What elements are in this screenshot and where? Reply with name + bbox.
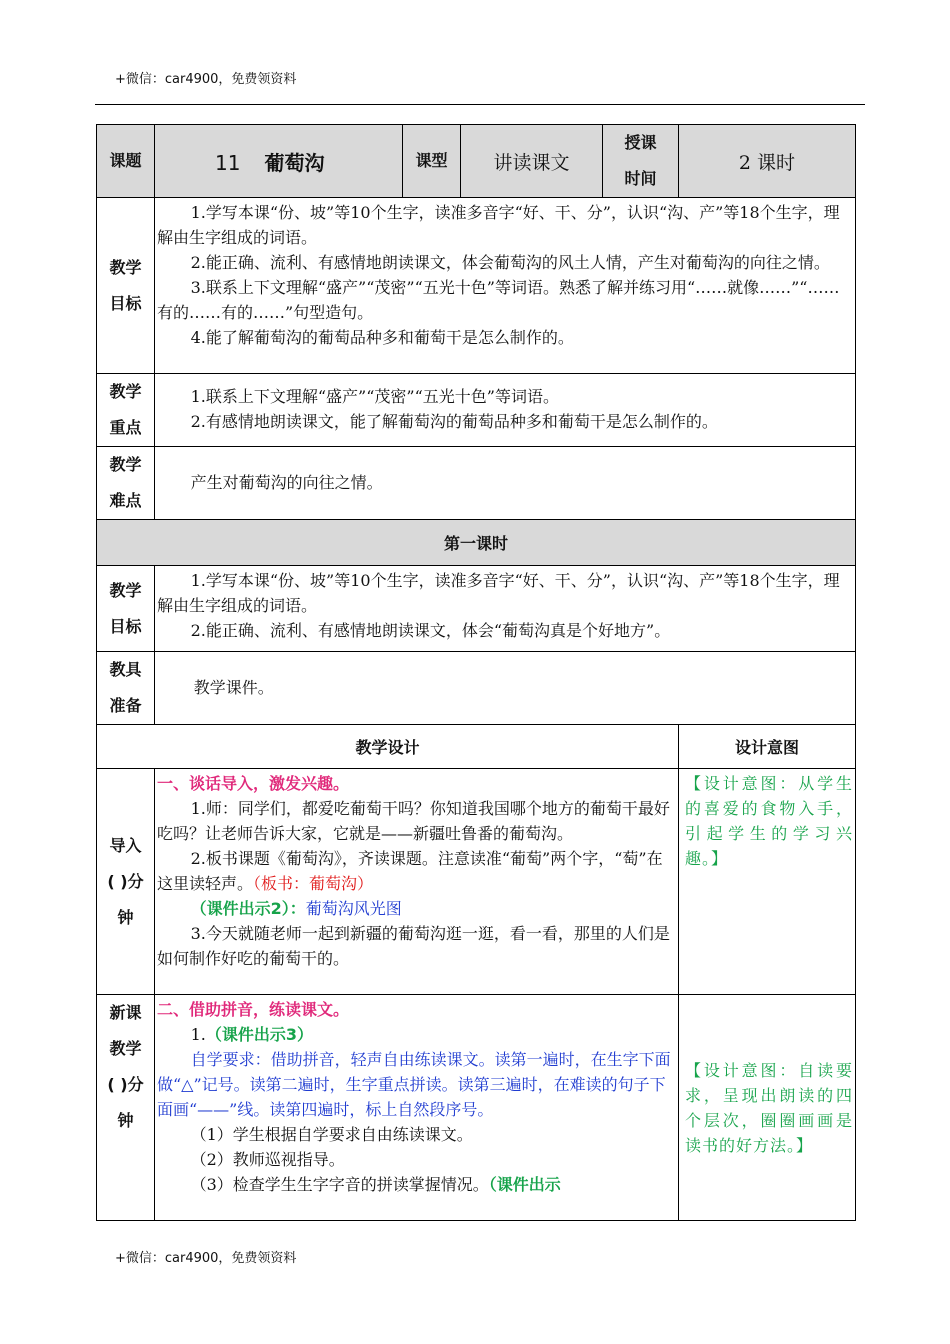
difficulty-text: 产生对葡萄沟的向往之情。 bbox=[190, 472, 383, 492]
goal-item: 2.能正确、流利、有感情地朗读课文，体会葡萄沟的风土人情，产生对葡萄沟的向往之情。 bbox=[190, 253, 830, 272]
intro-courseware bbox=[157, 896, 674, 921]
materials-row bbox=[97, 652, 856, 725]
header-divider bbox=[95, 104, 865, 105]
courseware-tag: （课件出示 bbox=[488, 1175, 561, 1194]
key-points-label-line-2: 重点 bbox=[109, 418, 142, 437]
materials-label bbox=[97, 652, 155, 725]
time-label-line-1: 授课 bbox=[624, 133, 657, 152]
new-intent: 【设计意图：自读要求，呈现出朗读的四个层次，圈圈画画是读书的好方法。】 bbox=[679, 995, 856, 1221]
lesson-plan-table bbox=[96, 124, 856, 1221]
goals-label-line-1: 教学 bbox=[109, 257, 142, 277]
time-label bbox=[603, 125, 679, 198]
period-goal-item: 2.能正确、流利、有感情地朗读课文，体会“葡萄沟真是个好地方”。 bbox=[190, 621, 671, 640]
goals-row bbox=[97, 198, 856, 374]
type-value: 讲读课文 bbox=[461, 125, 603, 198]
new-content bbox=[155, 995, 679, 1221]
new-label-line-3: ( )分 bbox=[107, 1075, 144, 1094]
goals-content bbox=[155, 198, 856, 374]
period-goals-label bbox=[97, 566, 155, 652]
period-goals-label-line-1: 教学 bbox=[109, 580, 142, 600]
new-step-number: 1. bbox=[190, 1025, 206, 1044]
time-label-line-2: 时间 bbox=[624, 169, 657, 188]
materials-text: 教学课件。 bbox=[193, 677, 274, 697]
periods-value: 2 课时 bbox=[679, 125, 856, 198]
new-step: （2）教师巡视指导。 bbox=[190, 1150, 345, 1169]
materials-label-line-1: 教具 bbox=[109, 660, 142, 679]
intro-intent: 【设计意图：从学生的喜爱的食物入手，引起学生的学习兴趣。】 bbox=[679, 769, 856, 995]
key-points-row bbox=[97, 374, 856, 447]
goal-item: 3.联系上下文理解“盛产”“茂密”“五光十色”等词语。熟悉了解并练习用“……就像……”“……有的……有的……”句型造句。 bbox=[157, 278, 840, 322]
intro-paragraph: 3.今天就随老师一起到新疆的葡萄沟逛一逛，看一看，那里的人们是如何制作好吃的葡萄干的。 bbox=[157, 924, 670, 968]
new-section-row bbox=[97, 995, 856, 1221]
key-points-label-line-1: 教学 bbox=[109, 382, 142, 401]
board-writing-note: （板书：葡萄沟） bbox=[253, 874, 374, 893]
period-goal-item: 1.学写本课“份、坡”等10个生字，读准多音字“好、干、分”，认识“沟、产”等18个生字，理解由生字组成的词语。 bbox=[157, 571, 840, 615]
design-header-row bbox=[97, 725, 856, 769]
difficulty-row bbox=[97, 447, 856, 520]
intro-paragraph-text: 2.板书课题《葡萄沟》，齐读课题。注意读准“葡萄”两个字，“萄”在这里读轻声。 bbox=[157, 849, 663, 893]
topic-label: 课题 bbox=[97, 125, 155, 198]
new-label-line-1: 新课 bbox=[109, 1003, 142, 1022]
lesson-number: 11 bbox=[215, 150, 241, 175]
difficulty-label bbox=[97, 447, 155, 520]
key-point-item: 2.有感情地朗读课文，能了解葡萄沟的葡萄品种多和葡萄干是怎么制作的。 bbox=[190, 412, 718, 431]
intro-paragraph bbox=[157, 846, 674, 896]
new-label bbox=[97, 995, 155, 1221]
period-goals-label-line-2: 目标 bbox=[109, 616, 142, 636]
intro-content bbox=[155, 769, 679, 995]
new-step bbox=[157, 1172, 674, 1197]
difficulty-content bbox=[155, 447, 856, 520]
courseware-tag: （课件出示2）： bbox=[190, 899, 306, 918]
period-goals-row bbox=[97, 566, 856, 652]
new-step-text: （3）检查学生生字字音的拼读掌握情况。 bbox=[190, 1175, 489, 1194]
intro-label bbox=[97, 769, 155, 995]
type-label: 课型 bbox=[403, 125, 461, 198]
courseware-tag: （课件出示3） bbox=[205, 1025, 313, 1044]
intro-label-line-3: 钟 bbox=[117, 907, 134, 927]
new-heading: 二、借助拼音，练读课文。 bbox=[157, 1000, 350, 1019]
intro-label-line-2: ( )分 bbox=[107, 871, 144, 891]
intro-label-line-1: 导入 bbox=[109, 835, 142, 855]
intent-header: 设计意图 bbox=[679, 725, 856, 769]
self-study-requirements: 自学要求：借助拼音，轻声自由练读课文。读第一遍时，在生字下面做“△”记号。读第二遍时，生字重点拼读。读第三遍时，在难读的句子下面画“——”线。读第四遍时，标上自然段序号。 bbox=[157, 1050, 671, 1119]
goal-item: 4.能了解葡萄沟的葡萄品种多和葡萄干是怎么制作的。 bbox=[190, 328, 574, 347]
difficulty-label-line-2: 难点 bbox=[109, 491, 142, 510]
materials-content bbox=[155, 652, 856, 725]
materials-label-line-2: 准备 bbox=[109, 696, 142, 715]
key-point-item: 1.联系上下文理解“盛产”“茂密”“五光十色”等词语。 bbox=[190, 387, 559, 406]
lesson-title bbox=[155, 125, 403, 198]
new-label-line-2: 教学 bbox=[109, 1039, 142, 1058]
goal-item: 1.学写本课“份、坡”等10个生字，读准多音字“好、干、分”，认识“沟、产”等18个生字，理解由生字组成的词语。 bbox=[157, 203, 840, 247]
intro-heading: 一、谈话导入，激发兴趣。 bbox=[157, 774, 350, 793]
design-header: 教学设计 bbox=[97, 725, 679, 769]
lesson-title-text: 葡萄沟 bbox=[264, 150, 325, 175]
goals-label-line-2: 目标 bbox=[109, 293, 142, 313]
new-step bbox=[157, 1022, 674, 1047]
page-footer-text: +微信：car4900，免费领资料 bbox=[115, 1251, 297, 1266]
intro-paragraph: 1.师：同学们，都爱吃葡萄干吗？你知道我国哪个地方的葡萄干最好吃吗？让老师告诉大家，它就是——新疆吐鲁番的葡萄沟。 bbox=[157, 799, 670, 843]
key-points-content bbox=[155, 374, 856, 447]
topic-row bbox=[97, 125, 856, 198]
key-points-label bbox=[97, 374, 155, 447]
intro-section-row bbox=[97, 769, 856, 995]
difficulty-label-line-1: 教学 bbox=[109, 455, 142, 474]
page-header-text: +微信：car4900，免费领资料 bbox=[115, 72, 297, 87]
period-goals-content bbox=[155, 566, 856, 652]
new-label-line-4: 钟 bbox=[117, 1111, 134, 1130]
first-period-row bbox=[97, 520, 856, 566]
new-step: （1）学生根据自学要求自由练读课文。 bbox=[190, 1125, 473, 1144]
goals-label bbox=[97, 198, 155, 374]
first-period-heading: 第一课时 bbox=[97, 520, 856, 566]
courseware-text: 葡萄沟风光图 bbox=[305, 899, 402, 918]
